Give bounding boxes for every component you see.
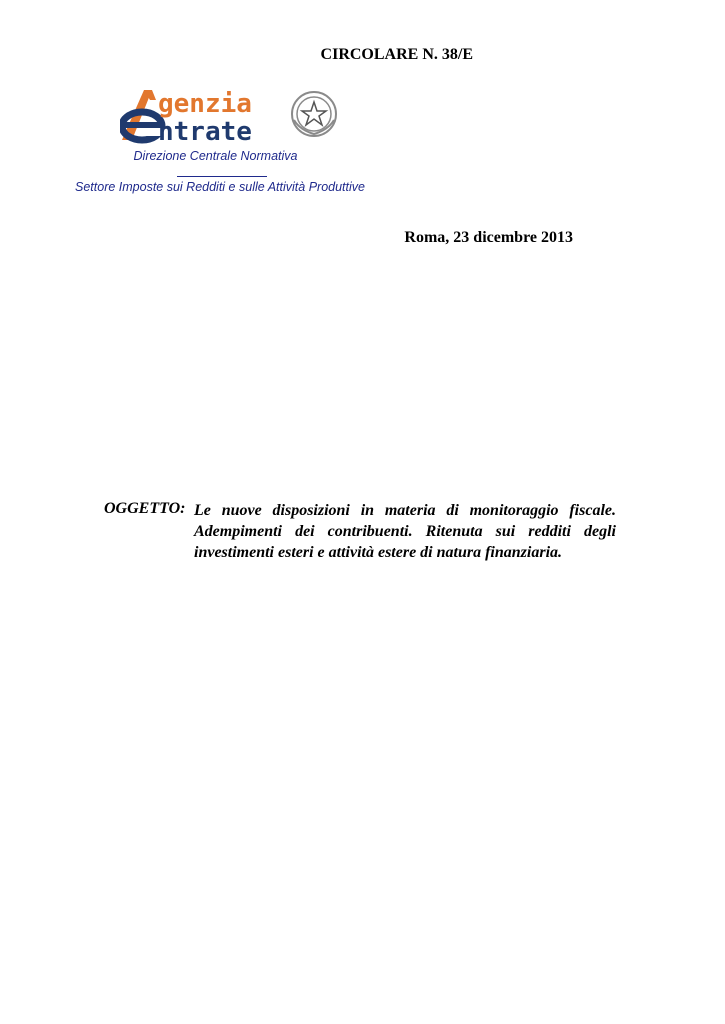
subject-line: investimenti esteri e attività estere di natura finanziaria.: [194, 544, 563, 561]
logo-word-genzia: genzia: [158, 89, 252, 119]
republic-emblem-icon: [292, 92, 336, 136]
subject-text: [194, 500, 616, 563]
issuer-direzione: Direzione Centrale Normativa: [133, 149, 298, 163]
subject-label: OGGETTO:: [104, 500, 186, 517]
date-line: Roma, 23 dicembre 2013: [404, 229, 573, 246]
document-number: CIRCOLARE N. 38/E: [320, 46, 473, 63]
subject-line: Adempimenti dei contribuenti. Ritenuta sui redditi degli: [194, 523, 616, 540]
agenzia-entrate-logo: [120, 88, 340, 148]
logo-word-ntrate: ntrate: [158, 117, 252, 147]
subject-line: Le nuove disposizioni in materia di monitoraggio fiscale.: [194, 502, 616, 519]
issuer-divider: [177, 176, 267, 177]
issuer-settore: Settore Imposte sui Redditi e sulle Attività Produttive: [75, 180, 365, 194]
